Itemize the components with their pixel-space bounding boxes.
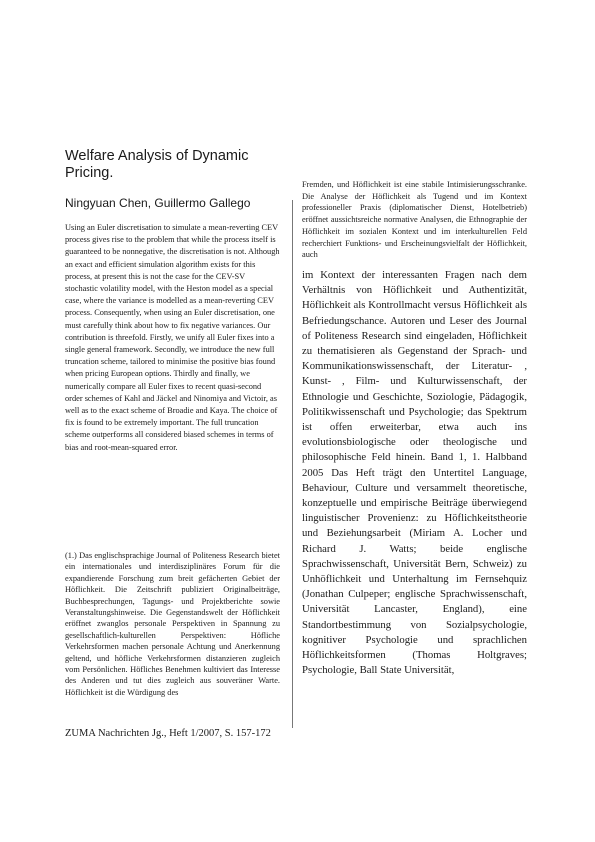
journal-citation-footer: ZUMA Nachrichten Jg., Heft 1/2007, S. 157-172 bbox=[65, 728, 271, 739]
body-text-right-column-small: Fremden, und Höflichkeit ist eine stabile Intimisierungsschranke. Die Analyse der Höflichkeit als Tugend und im Kontext professioneller Praxis (diplomatischer Dienst, Hotelbetrieb) eröffnet aussichtsreiche normative Analysen, die Ethnographie der Höflichkeit im sozialen Kontext und im interkulturellen Feld recherchiert Funktions- und Erscheinungsvielfalt der Höflichkeit, auch bbox=[302, 180, 527, 260]
abstract-text: Using an Euler discretisation to simulate a mean-reverting CEV process gives rise to the problem that while the process itself is guaranteed to be nonnegative, the discretisation is not. Although an exact and efficient simulation algorithm exists for this process, at present this is not the case for the CEV-SV stochastic volatility model, with the Heston model as a special case, where the variance is modelled as a mean-reverting CEV process. Consequently, when using an Euler discretisation, one must carefully think about how to fix negative variances. Our contribution is threefold. Firstly, we unify all Euler fixes into a single general framework. Secondly, we introduce the new full truncation scheme, tailored to minimise the positive bias found when pricing European options. Thirdly and finally, we numerically compare all Euler fixes to recent quasi-second order schemes of Kahl and Jäckel and Ninomiya and Victoir, as well as to the exact scheme of Broadie and Kaya. The choice of fix is found to be extremely important. The full truncation scheme outperforms all considered biased schemes in terms of bias and root-mean-squared error. bbox=[65, 223, 280, 452]
author-list: Ningyuan Chen, Guillermo Gallego bbox=[65, 196, 251, 210]
body-text-left-column: (1.) Das englischsprachige Journal of Politeness Research bietet ein internationales und interdisziplinäres Forum für die expandierende Forschung zum breit gefächerten Gebiet der Höflichkeit. Die Zeitschrift publiziert Originalbeiträge, Buchbesprechungen, Tagungs- und Projektberichte sowie Veranstaltungshinweise. Die Gegenstandswelt der Höflichkeit eröffnet zwanglos personale Perspektiven in Spannung zu gesellschaftlich-kulturellen Perspektiven: Höfliche Verkehrsformen machen personale Achtung und Anerkennung geltend, und höfliche Verkehrsformen distanzieren zugleich vom Persönlichen. Höfliches Benehmen kultiviert das Interesse des Anderen und tut dies zugleich aus souveräner Warte. Höflichkeit ist die Würdigung des bbox=[65, 551, 280, 697]
body-text-right-column-large: im Kontext der interessanten Fragen nach dem Verhältnis von Höflichkeit und Authentizität, Höflichkeit als Kontrollmacht versus Höflichkeit als Befriedungschance. Autoren und Leser des Journal of Politeness Research sind eingeladen, Höflichkeit zu thematisieren als Gegenstand der Sprach- und Kommunikationswissenschaft, der Literatur- , Kunst- , Film- und Kulturwissenschaft, der Ethnologie und Geschichte, Soziologie, Pädagogik, Politikwissenschaft und Psychologie; das Spektrum ist offen erweiterbar, etwa auch ins evolutionsbiologische oder theologische und philosophische Feld hinein. Band 1, 1. Halbband 2005 Das Heft trägt den Untertitel Language, Behaviour, Culture und versammelt theoretische, konzeptuelle und empirische Beiträge überwiegend linguistischer Provenienz: zu Höflichkeitstheorie und Beziehungsarbeit (Miriam A. Locher und Richard J. Watts; beide englische Sprachwissenschaft, Universität Bern, Schweiz) zu Unhöflichkeit und Unterhaltung im Fernsehquiz (Jonathan Culpeper; englische Sprachwissenschaft, Universität Lancaster, England), eine Standortbestimmung von Sozialpsychologie, kognitiver Psychologie und sprachlichen Höflichkeitsformen (Thomas Holtgraves; Psychologie, Ball State Universität, bbox=[302, 269, 527, 677]
paper-title: Welfare Analysis of Dynamic Pricing. bbox=[65, 148, 249, 181]
column-divider bbox=[292, 200, 293, 728]
